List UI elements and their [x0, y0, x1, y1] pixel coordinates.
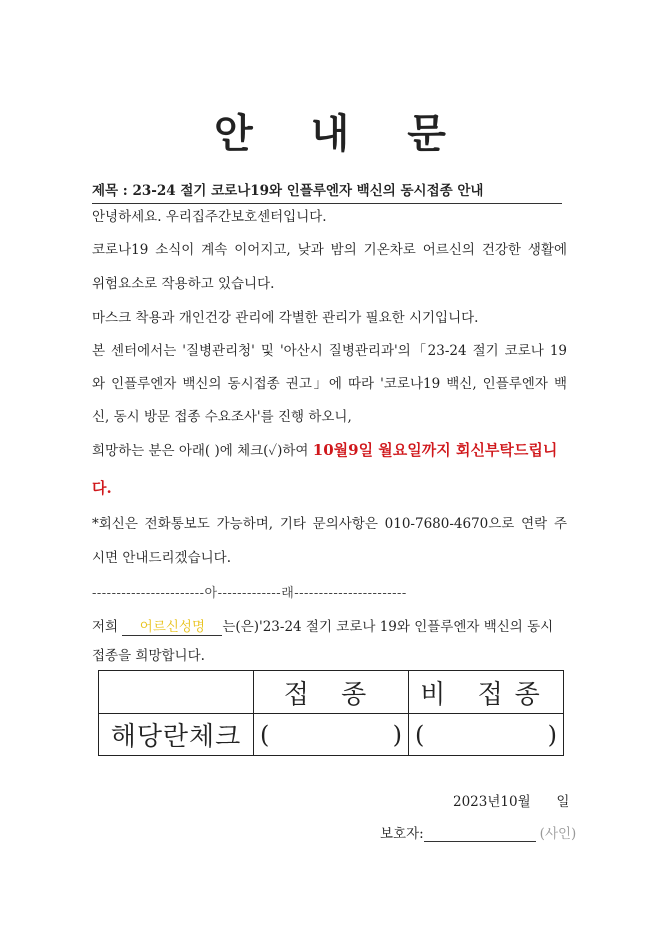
section-divider: -----------------------아-------------래-----------------------	[92, 586, 407, 601]
paren-open: (	[415, 720, 425, 749]
body-paragraph-4-line-3: 신, 동시 방문 접종 수요조사'를 진행 하오니,	[92, 409, 352, 425]
page-title: 안 내 문	[214, 110, 468, 157]
request-text: 희망하는 분은 아래( )에 체크(✓)하여	[92, 443, 313, 459]
body-paragraph-5-line-2	[92, 478, 567, 499]
date-line: 2023년10월 일	[453, 794, 570, 810]
paren-close: )	[547, 720, 557, 749]
senior-name-field[interactable]: 어르신성명	[122, 619, 222, 636]
body-paragraph-4-line-1: 본 센터에서는 '질병관리청' 및 '아산시 질병관리과'의「23-24 절기 코로나 19	[92, 343, 567, 359]
contact-note-line-1: *회신은 전화통보도 가능하며, 기타 문의사항은 010-7680-4670으로 연락 주	[92, 516, 567, 532]
reply-suffix: 는(은)'23-24 절기 코로나 19와 인플루엔자 백신의 동시	[222, 619, 554, 635]
paren-open: (	[260, 720, 270, 749]
guardian-label: 보호자:	[380, 826, 424, 842]
deadline-highlight: 10월9일 월요일까지 회신부탁드립니	[312, 441, 558, 459]
signature-mark-label: (사인)	[539, 826, 577, 842]
body-paragraph-5-line-1	[92, 440, 567, 461]
row-label: 해당란체크	[99, 714, 254, 756]
reply-line-2: 접종을 희망합니다.	[92, 648, 205, 664]
body-paragraph-2-line-1: 코로나19 소식이 계속 이어지고, 낮과 밤의 기온차로 어르신의 건강한 생활에	[92, 242, 567, 258]
deadline-highlight-end: 다.	[92, 479, 112, 497]
paren-close: )	[392, 720, 402, 749]
vaccinate-check-cell[interactable]	[254, 714, 409, 756]
vaccinate-column-header: 접 종	[254, 671, 409, 714]
body-paragraph-4-line-2: 와 인플루엔자 백신의 동시접종 권고」에 따라 '코로나19 백신, 인플루엔자 백	[92, 376, 567, 392]
reply-line-1	[92, 617, 567, 637]
guardian-signature-line	[380, 822, 576, 842]
consent-check-table	[98, 670, 564, 756]
guardian-signature-field[interactable]	[424, 827, 536, 842]
decline-check-cell[interactable]	[409, 714, 564, 756]
subject-line: 제목 : 23-24 절기 코로나19와 인플루엔자 백신의 동시접종 안내	[92, 179, 562, 204]
body-paragraph-3: 마스크 착용과 개인건강 관리에 각별한 관리가 필요한 시기입니다.	[92, 310, 479, 326]
greeting-text: 안녕하세요. 우리집주간보호센터입니다.	[92, 209, 327, 225]
body-paragraph-2-line-2: 위험요소로 작용하고 있습니다.	[92, 276, 275, 292]
contact-note-line-2: 시면 안내드리겠습니다.	[92, 550, 231, 566]
reply-prefix: 저희	[92, 619, 119, 635]
table-corner-cell	[99, 671, 254, 714]
decline-column-header: 비 접종	[409, 671, 564, 714]
